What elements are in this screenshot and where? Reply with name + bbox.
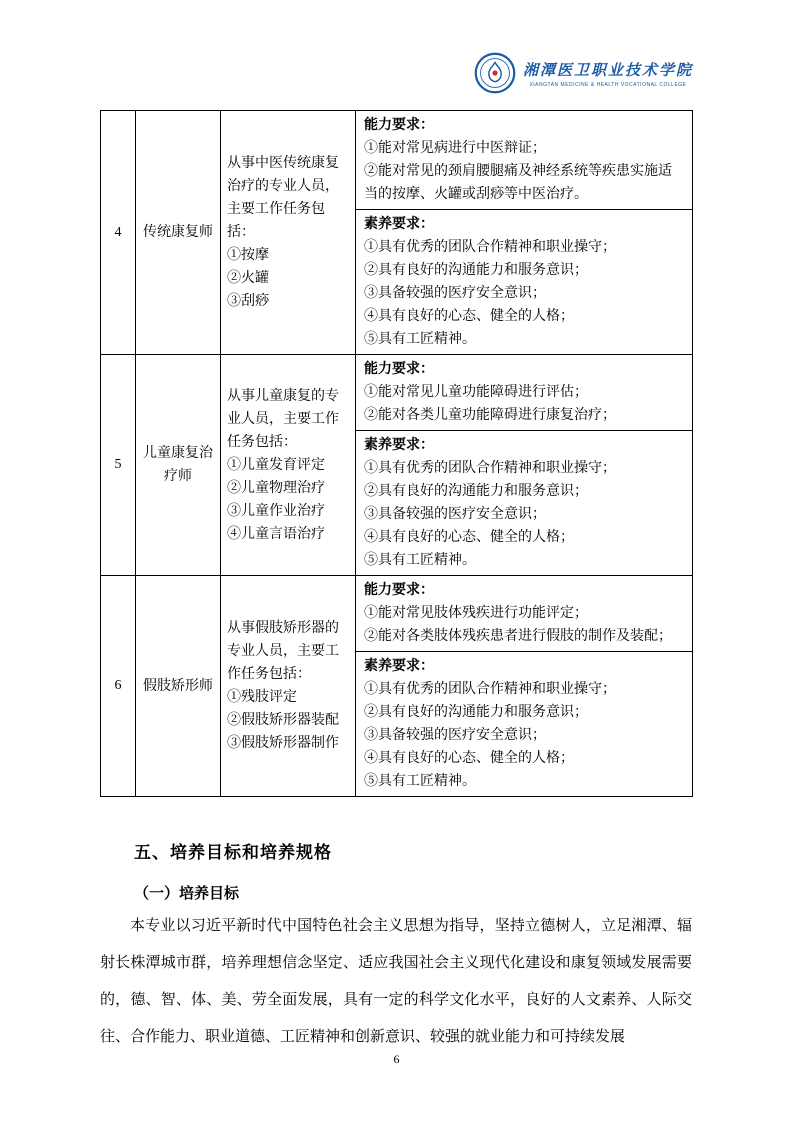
ability-item: ①能对常见儿童功能障碍进行评估；: [364, 385, 588, 400]
ability-title: 能力要求：: [364, 118, 434, 133]
page-number: 6: [393, 1052, 400, 1066]
task-list: [227, 686, 349, 755]
row-index: 6: [101, 576, 136, 797]
ability-requirements: [356, 576, 692, 651]
requirements-cell: [356, 355, 693, 576]
ability-list: [364, 602, 684, 648]
job-description-cell: [221, 111, 356, 355]
quality-item: ③具备较强的医疗安全意识；: [364, 728, 546, 743]
quality-item: ⑤具有工匠精神。: [364, 774, 476, 789]
task-item: ③刮痧: [227, 294, 269, 309]
task-item: ②假肢矫形器装配: [227, 713, 339, 728]
quality-title: 素养要求：: [364, 217, 434, 232]
task-list: [227, 244, 349, 313]
quality-list: [364, 236, 684, 351]
requirements-cell: [356, 111, 693, 355]
quality-title: 素养要求：: [364, 659, 434, 674]
ability-list: [364, 381, 684, 427]
ability-requirements: [356, 111, 692, 209]
quality-item: ③具备较强的医疗安全意识；: [364, 507, 546, 522]
ability-item: ①能对常见肢体残疾进行功能评定；: [364, 606, 588, 621]
college-logo: [474, 52, 693, 94]
task-item: ②儿童物理治疗: [227, 480, 325, 496]
job-description-intro: 从事儿童康复的专业人员，主要工作任务包括：: [227, 388, 339, 450]
requirements-cell: [356, 576, 693, 797]
profession-name: 假肢矫形师: [136, 576, 221, 797]
college-name: [523, 59, 693, 88]
table-row-5: [101, 355, 693, 576]
college-name-chinese: 湘潭医卫职业技术学院: [522, 62, 693, 79]
job-description-cell: [221, 576, 356, 797]
ability-item: ②能对常见的颈肩腰腿痛及神经系统等疾患实施适当的按摩、火罐或刮痧等中医治疗。: [364, 164, 672, 202]
ability-list: [364, 137, 684, 206]
professions-table: [100, 110, 693, 797]
training-objective-paragraph: 本专业以习近平新时代中国特色社会主义思想为指导，坚持立德树人，立足湘潭、辐射长株潭城市群，培养理想信念坚定、适应我国社会主义现代化建设和康复领域发展需要的，德、智、体、美、劳全面发展，具有一定的科学文化水平，良好的人文素养、人际交往、合作能力、职业道德、工匠精神和创新意识、较强的就业能力和可持续发展: [100, 918, 692, 1045]
quality-item: ①具有优秀的团队合作精神和职业操守；: [364, 461, 616, 476]
table-row-6: [101, 576, 693, 797]
subsection-heading: （一）培养目标: [134, 886, 240, 902]
ability-item: ②能对各类儿童功能障碍进行康复治疗；: [364, 408, 616, 423]
quality-item: ④具有良好的心态、健全的人格；: [364, 751, 574, 766]
job-description-cell: [221, 355, 356, 576]
quality-item: ⑤具有工匠精神。: [364, 553, 476, 568]
quality-requirements: [356, 430, 692, 575]
quality-item: ⑤具有工匠精神。: [364, 332, 476, 347]
college-emblem-icon: [474, 52, 516, 94]
row-index: 5: [101, 355, 136, 576]
task-item: ①儿童发育评定: [227, 457, 325, 473]
task-item: ①残肢评定: [227, 690, 297, 705]
quality-list: [364, 678, 684, 793]
quality-title: 素养要求：: [364, 438, 434, 453]
quality-item: ②具有良好的沟通能力和服务意识；: [364, 484, 588, 499]
quality-item: ②具有良好的沟通能力和服务意识；: [364, 263, 588, 278]
task-item: ③假肢矫形器制作: [227, 736, 339, 751]
task-item: ②火罐: [227, 271, 269, 286]
row-index: 4: [101, 111, 136, 355]
task-list: [227, 454, 349, 546]
job-description-intro: 从事中医传统康复治疗的专业人员，主要工作任务包括：: [227, 156, 339, 240]
ability-title: 能力要求：: [364, 362, 434, 377]
quality-item: ④具有良好的心态、健全的人格；: [364, 309, 574, 324]
task-item: ③儿童作业治疗: [227, 503, 325, 519]
job-description-intro: 从事假肢矫形器的专业人员，主要工作任务包括：: [227, 621, 339, 682]
ability-title: 能力要求：: [364, 583, 434, 598]
ability-item: ②能对各类肢体残疾患者进行假肢的制作及装配；: [364, 629, 672, 644]
ability-requirements: [356, 355, 692, 430]
college-name-english: XIANGTAN MEDICINE & HEALTH VOCATIONAL COLLEGE: [529, 81, 687, 88]
section-heading: 五、培养目标和培养规格: [134, 843, 332, 862]
quality-item: ①具有优秀的团队合作精神和职业操守；: [364, 682, 616, 697]
quality-list: [364, 457, 684, 572]
quality-item: ③具备较强的医疗安全意识；: [364, 286, 546, 301]
profession-name: 传统康复师: [136, 111, 221, 355]
profession-name: 儿童康复治疗师: [136, 355, 221, 576]
quality-item: ④具有良好的心态、健全的人格；: [364, 530, 574, 545]
ability-item: ①能对常见病进行中医辩证；: [364, 141, 546, 156]
table-row-4: [101, 111, 693, 355]
quality-item: ②具有良好的沟通能力和服务意识；: [364, 705, 588, 720]
quality-requirements: [356, 209, 692, 354]
task-item: ①按摩: [227, 248, 269, 263]
quality-requirements: [356, 651, 692, 796]
task-item: ④儿童言语治疗: [227, 526, 325, 542]
quality-item: ①具有优秀的团队合作精神和职业操守；: [364, 240, 616, 255]
